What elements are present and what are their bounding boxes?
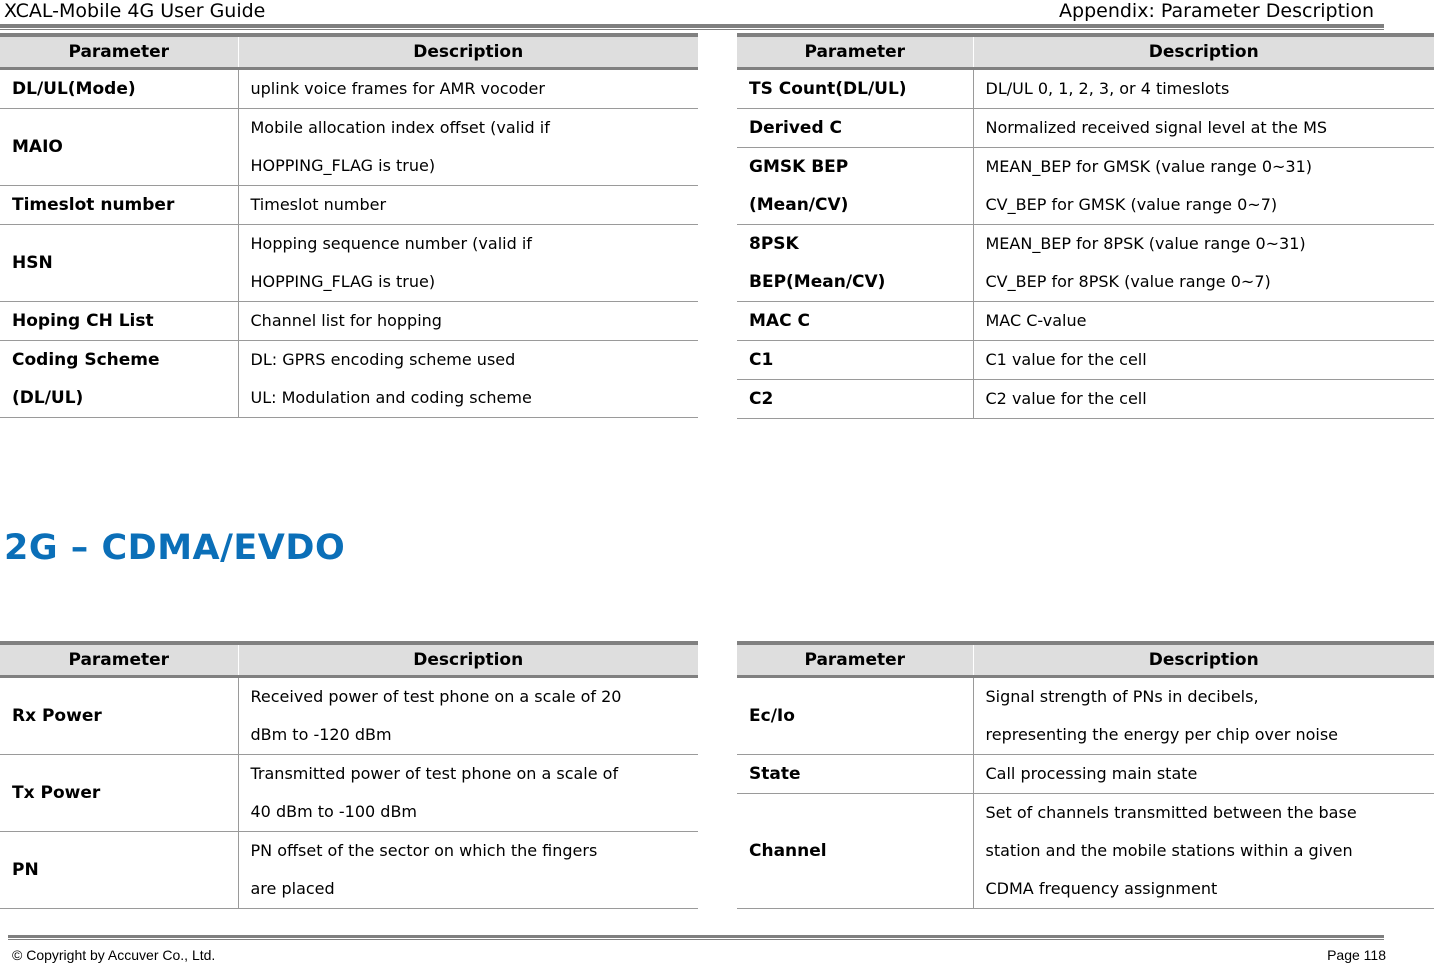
description-cell <box>238 69 698 109</box>
description-text: Mobile allocation index offset (valid if <box>250 118 550 137</box>
parameter-name: Tx Power <box>12 783 101 803</box>
description-text: Hopping sequence number (valid if <box>250 234 532 253</box>
parameter-cell <box>0 755 238 832</box>
parameter-name: 8PSK <box>749 234 799 254</box>
description-text: Normalized received signal level at the MS <box>985 118 1328 137</box>
col-header-description: Description <box>238 643 698 677</box>
description-text: CDMA frequency assignment <box>985 879 1218 898</box>
description-text: dBm to -120 dBm <box>250 725 392 744</box>
description-text: Transmitted power of test phone on a scale of <box>250 764 619 783</box>
description-cell <box>973 69 1434 109</box>
footer-copyright: © Copyright by Accuver Co., Ltd. <box>12 947 216 963</box>
parameter-name: DL/UL(Mode) <box>12 79 136 99</box>
description-cell <box>973 302 1434 341</box>
description-cell <box>238 225 698 302</box>
parameter-name: Rx Power <box>12 706 102 726</box>
description-cell <box>973 677 1434 755</box>
description-text: MEAN_BEP for GMSK (value range 0~31) <box>985 157 1312 176</box>
table-row <box>737 341 1434 380</box>
table-row <box>737 380 1434 419</box>
parameter-cell <box>0 341 238 418</box>
description-text: C1 value for the cell <box>985 350 1147 369</box>
parameter-name: C2 <box>749 389 774 409</box>
table-row <box>737 794 1434 909</box>
description-cell <box>238 341 698 418</box>
parameter-name: C1 <box>749 350 774 370</box>
parameter-name: (Mean/CV) <box>749 195 849 215</box>
parameter-cell <box>0 109 238 186</box>
description-text: 40 dBm to -100 dBm <box>250 802 418 821</box>
table-row <box>0 341 698 418</box>
description-cell <box>973 109 1434 148</box>
cdma-params-table-right <box>737 641 1434 909</box>
parameter-cell <box>737 69 973 109</box>
cdma-params-table-left <box>0 641 698 909</box>
description-cell <box>973 341 1434 380</box>
parameter-cell <box>737 225 973 302</box>
description-text: Received power of test phone on a scale of 20 <box>250 687 622 706</box>
parameter-name: (DL/UL) <box>12 388 84 408</box>
description-cell <box>238 755 698 832</box>
parameter-cell <box>737 148 973 225</box>
parameter-cell <box>737 109 973 148</box>
description-text: Call processing main state <box>985 764 1198 783</box>
description-text: DL: GPRS encoding scheme used <box>250 350 516 369</box>
description-text: Signal strength of PNs in decibels, <box>985 687 1259 706</box>
table-row <box>0 186 698 225</box>
col-header-parameter: Parameter <box>737 643 973 677</box>
header-doc-title: XCAL-Mobile 4G User Guide <box>4 0 266 22</box>
section-title: 2G – CDMA/EVDO <box>4 528 346 568</box>
description-text: are placed <box>250 879 335 898</box>
description-cell <box>238 832 698 909</box>
parameter-cell <box>0 225 238 302</box>
description-cell <box>238 677 698 755</box>
footer-rule-thin <box>8 939 1384 940</box>
parameter-name: GMSK BEP <box>749 157 849 177</box>
description-text: UL: Modulation and coding scheme <box>250 388 532 407</box>
table-row <box>0 109 698 186</box>
parameter-name: PN <box>12 860 39 880</box>
description-cell <box>973 755 1434 794</box>
parameter-name: Hoping CH List <box>12 311 154 331</box>
description-cell <box>238 109 698 186</box>
table-row <box>0 832 698 909</box>
col-header-description: Description <box>973 643 1434 677</box>
footer-rule <box>8 935 1384 938</box>
description-text: Channel list for hopping <box>250 311 442 330</box>
table-row <box>0 755 698 832</box>
parameter-name: MAIO <box>12 137 63 157</box>
parameter-name: HSN <box>12 253 53 273</box>
col-header-parameter: Parameter <box>737 35 973 69</box>
header-section-title: Appendix: Parameter Description <box>1059 0 1374 22</box>
gsm-params-table-right <box>737 33 1434 419</box>
footer-page-number: Page 118 <box>1327 947 1386 963</box>
description-cell <box>973 148 1434 225</box>
table-row <box>737 109 1434 148</box>
parameter-cell <box>737 380 973 419</box>
table-row <box>737 755 1434 794</box>
table-row <box>0 69 698 109</box>
description-text: HOPPING_FLAG is true) <box>250 156 436 175</box>
description-cell <box>973 225 1434 302</box>
description-text: HOPPING_FLAG is true) <box>250 272 436 291</box>
description-text: Timeslot number <box>250 195 387 214</box>
description-text: CV_BEP for 8PSK (value range 0~7) <box>985 272 1271 291</box>
description-cell <box>973 794 1434 909</box>
table-row <box>0 225 698 302</box>
description-text: representing the energy per chip over noise <box>985 725 1339 744</box>
parameter-cell <box>737 794 973 909</box>
parameter-name: Coding Scheme <box>12 350 160 370</box>
header-rule-thin <box>0 29 1384 30</box>
table-row <box>0 677 698 755</box>
col-header-parameter: Parameter <box>0 35 238 69</box>
description-text: Set of channels transmitted between the base <box>985 803 1357 822</box>
parameter-name: Channel <box>749 841 827 861</box>
page-header <box>0 0 1384 24</box>
col-header-description: Description <box>238 35 698 69</box>
parameter-name: BEP(Mean/CV) <box>749 272 886 292</box>
parameter-cell <box>737 341 973 380</box>
description-text: uplink voice frames for AMR vocoder <box>250 79 545 98</box>
parameter-name: Ec/Io <box>749 706 795 726</box>
description-text: CV_BEP for GMSK (value range 0~7) <box>985 195 1278 214</box>
table-row <box>737 677 1434 755</box>
parameter-cell <box>0 186 238 225</box>
parameter-cell <box>737 755 973 794</box>
description-text: MAC C-value <box>985 311 1087 330</box>
table-row <box>737 69 1434 109</box>
description-cell <box>238 186 698 225</box>
table-row <box>737 225 1434 302</box>
gsm-params-table-left <box>0 33 698 418</box>
parameter-cell <box>0 832 238 909</box>
description-text: DL/UL 0, 1, 2, 3, or 4 timeslots <box>985 79 1230 98</box>
description-text: station and the mobile stations within a given <box>985 841 1353 860</box>
parameter-name: State <box>749 764 801 784</box>
description-text: MEAN_BEP for 8PSK (value range 0~31) <box>985 234 1306 253</box>
table-row <box>737 148 1434 225</box>
parameter-cell <box>737 302 973 341</box>
col-header-parameter: Parameter <box>0 643 238 677</box>
parameter-cell <box>0 69 238 109</box>
table-row <box>0 302 698 341</box>
description-text: PN offset of the sector on which the fingers <box>250 841 598 860</box>
col-header-description: Description <box>973 35 1434 69</box>
table-row <box>737 302 1434 341</box>
parameter-name: Derived C <box>749 118 843 138</box>
parameter-name: Timeslot number <box>12 195 175 215</box>
parameter-cell <box>0 302 238 341</box>
parameter-name: MAC C <box>749 311 810 331</box>
parameter-cell <box>737 677 973 755</box>
parameter-name: TS Count(DL/UL) <box>749 79 907 99</box>
parameter-cell <box>0 677 238 755</box>
header-rule <box>0 24 1384 28</box>
description-text: C2 value for the cell <box>985 389 1147 408</box>
description-cell <box>238 302 698 341</box>
description-cell <box>973 380 1434 419</box>
